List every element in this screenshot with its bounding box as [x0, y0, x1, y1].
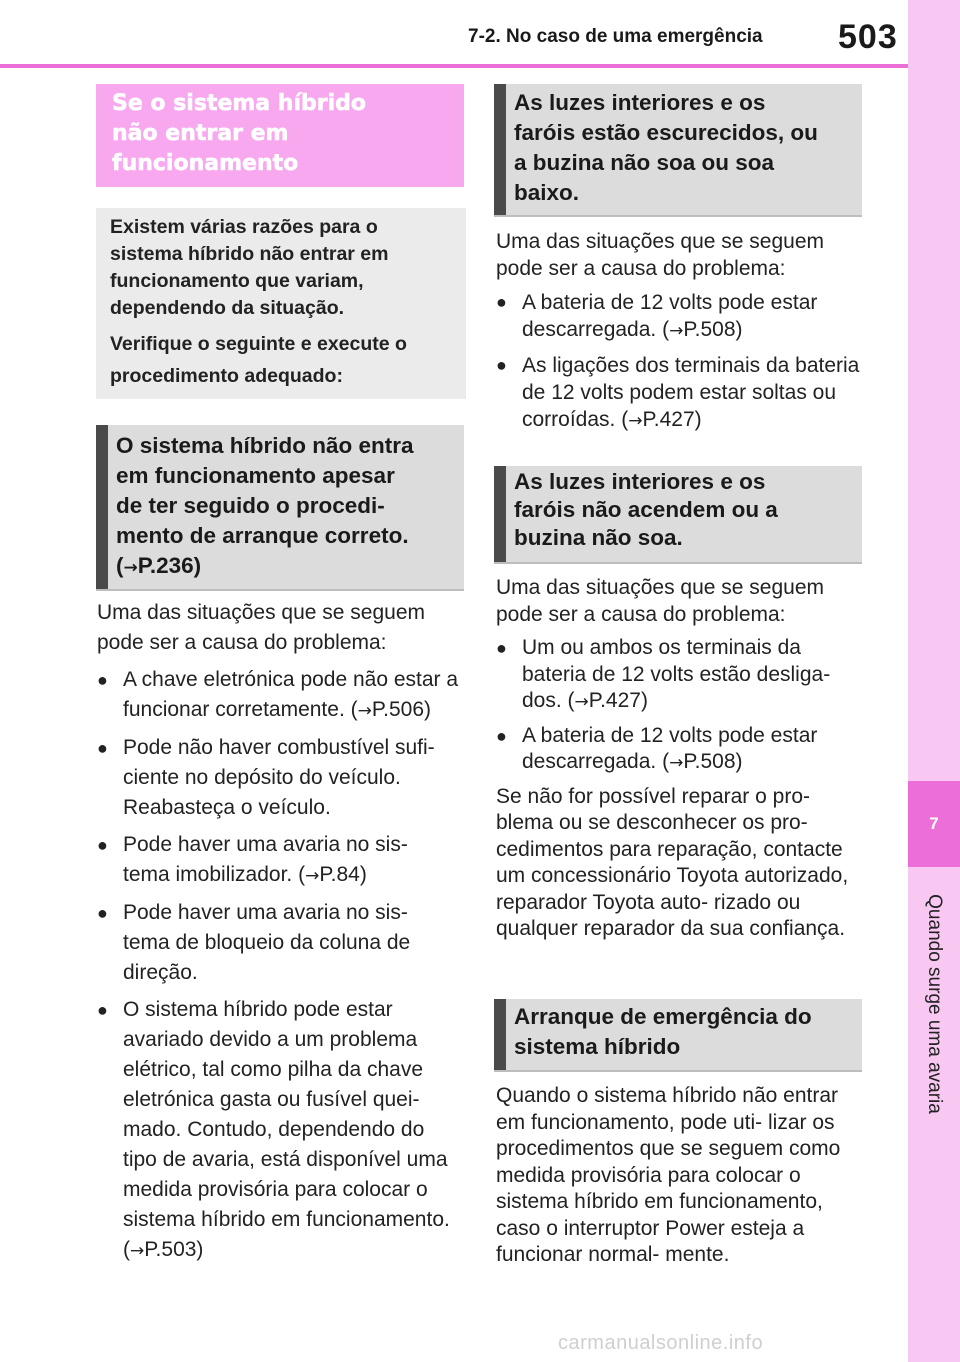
bullet-icon: ● — [97, 835, 108, 855]
reference-arrow-icon: → — [628, 411, 643, 431]
heading-line: As luzes interiores e os — [514, 90, 766, 115]
page-reference: P.506) — [371, 698, 432, 721]
header-rule — [0, 64, 908, 68]
page-reference: P.427) — [588, 689, 648, 712]
list-item-text: A bateria de 12 volts pode estar descarregada. ( — [522, 291, 818, 341]
reference-arrow-icon: → — [305, 866, 320, 886]
chapter-number: 7 — [908, 781, 960, 867]
heading-line: em funcionamento apesar — [116, 463, 395, 488]
note-paragraph: Existem várias razões para o sistema híbrido não entrar em funcionamento que variam, dependendo da situação. — [110, 216, 389, 319]
bullet-icon: ● — [496, 638, 507, 658]
page-reference: P.236) — [137, 553, 202, 578]
list-item-text: Pode não haver combustível sufi- ciente no depósito do veículo. Reabasteça o veículo. — [123, 736, 435, 819]
reference-arrow-icon: → — [574, 692, 589, 712]
section2-body — [496, 228, 860, 435]
list-item — [97, 665, 459, 726]
heading-line: a buzina não soa ou soa — [514, 150, 775, 175]
pink-heading-hybrid-not-starting — [96, 84, 464, 187]
heading-hybrid-not-starting-correct-procedure — [96, 425, 464, 591]
list-item-text: O sistema híbrido pode estar avariado devido a um problema elétrico, tal como pilha da chave eletrónica gasta ou fusível quei- mado. Contudo, dependendo do tipo de avaria, está disponível uma medida provisória para colocar o sistema híbrido em funcionamento. ( — [123, 998, 450, 1261]
chapter-side-tab — [908, 0, 960, 1362]
pink-heading-line: Se o sistema híbrido — [112, 91, 366, 116]
heading-line: faróis estão escurecidos, ou — [514, 120, 818, 145]
bullet-icon: ● — [496, 355, 507, 375]
list-item — [97, 733, 459, 823]
reference-arrow-icon: → — [130, 1241, 145, 1261]
list-item-text: A chave eletrónica pode não estar a funcionar corretamente. ( — [123, 668, 459, 721]
list-item — [496, 635, 860, 716]
pink-heading-line: não entrar em — [112, 121, 289, 146]
bullet-icon: ● — [97, 738, 108, 758]
heading-line: As luzes interiores e os — [514, 469, 766, 494]
heading-line: sistema híbrido — [514, 1034, 681, 1059]
page-reference: P.503) — [144, 1238, 204, 1261]
list-item — [97, 830, 459, 891]
heading-line: faróis não acendem ou a — [514, 497, 778, 522]
note-box — [96, 208, 466, 399]
heading-lights-dim-horn-weak — [494, 84, 862, 217]
section2-bullet-list — [496, 289, 860, 435]
list-item — [496, 723, 860, 777]
section4-text: Quando o sistema híbrido não entrar em funcionamento, pode uti- lizar os procedimentos que se seguem como medida provisória para colocar o sistema híbrido em funcionamento, caso o interruptor Power esteja a funcionar normal- mente. — [496, 1084, 841, 1266]
bullet-icon: ● — [496, 725, 507, 746]
heading-lights-off-horn-silent — [494, 466, 862, 564]
bullet-icon: ● — [496, 292, 507, 312]
list-item-text: Um ou ambos os terminais da bateria de 12 volts estão desliga- dos. ( — [522, 636, 831, 712]
list-item-text: A bateria de 12 volts pode estar descarregada. ( — [522, 723, 818, 773]
chapter-title: Quando surge uma avaria — [924, 894, 945, 1114]
heading-emergency-start — [494, 999, 862, 1072]
section3-closing: Se não for possível reparar o pro- blema ou se desconhecer os pro- cedimentos para reparação, contacte um concessionário Toyota autorizado, reparador Toyota auto- rizado ou qualquer reparador da sua confiança. — [496, 784, 849, 940]
footer-watermark: carmanualsonline.info — [558, 1332, 764, 1354]
reference-arrow-icon: → — [123, 558, 138, 578]
heading-line: O sistema híbrido não entra — [116, 433, 414, 458]
section1-body — [97, 598, 459, 1266]
section-title: 7-2. No caso de uma emergência — [468, 26, 763, 47]
heading-line: de ter seguido o procedi- — [116, 493, 385, 518]
bullet-icon: ● — [97, 903, 108, 923]
list-item-text: Pode haver uma avaria no sis- tema imobilizador. ( — [123, 833, 408, 886]
reference-arrow-icon: → — [669, 321, 684, 341]
list-item — [97, 898, 459, 988]
reference-arrow-icon: → — [669, 753, 684, 773]
heading-line: buzina não soa. — [514, 525, 683, 550]
section2-intro: Uma das situações que se seguem pode ser a causa do problema: — [496, 230, 825, 280]
heading-line: (→P.236) — [116, 553, 202, 578]
section3-intro: Uma das situações que se seguem pode ser a causa do problema: — [496, 576, 825, 626]
list-item — [97, 995, 459, 1266]
section1-bullet-list — [97, 665, 459, 1266]
heading-line: baixo. — [514, 180, 580, 205]
page-reference: P.84) — [319, 863, 367, 886]
pink-heading-line: funcionamento — [112, 151, 299, 176]
list-item — [496, 352, 860, 435]
bullet-icon: ● — [97, 670, 108, 690]
page-reference: P.508) — [683, 750, 743, 773]
page-reference: P.508) — [683, 318, 743, 341]
note-paragraph: Verifique o seguinte e execute o procedimento adequado: — [110, 333, 407, 387]
bullet-icon: ● — [97, 1000, 108, 1020]
section3-bullet-list — [496, 635, 860, 777]
section4-body — [496, 1083, 860, 1269]
list-item-text: Pode haver uma avaria no sis- tema de bloqueio da coluna de direção. — [123, 901, 411, 984]
section3-body — [496, 575, 860, 943]
page-number: 503 — [838, 18, 898, 56]
heading-line: Arranque de emergência do — [514, 1004, 812, 1029]
page-reference: P.427) — [642, 408, 702, 431]
reference-arrow-icon: → — [357, 701, 372, 721]
list-item — [496, 289, 860, 345]
section1-intro: Uma das situações que se seguem pode ser a causa do problema: — [97, 601, 426, 654]
list-item-text: As ligações dos terminais da bateria de 12 volts podem estar soltas ou corroídas. ( — [522, 354, 860, 431]
heading-line: mento de arranque correto. — [116, 523, 409, 548]
